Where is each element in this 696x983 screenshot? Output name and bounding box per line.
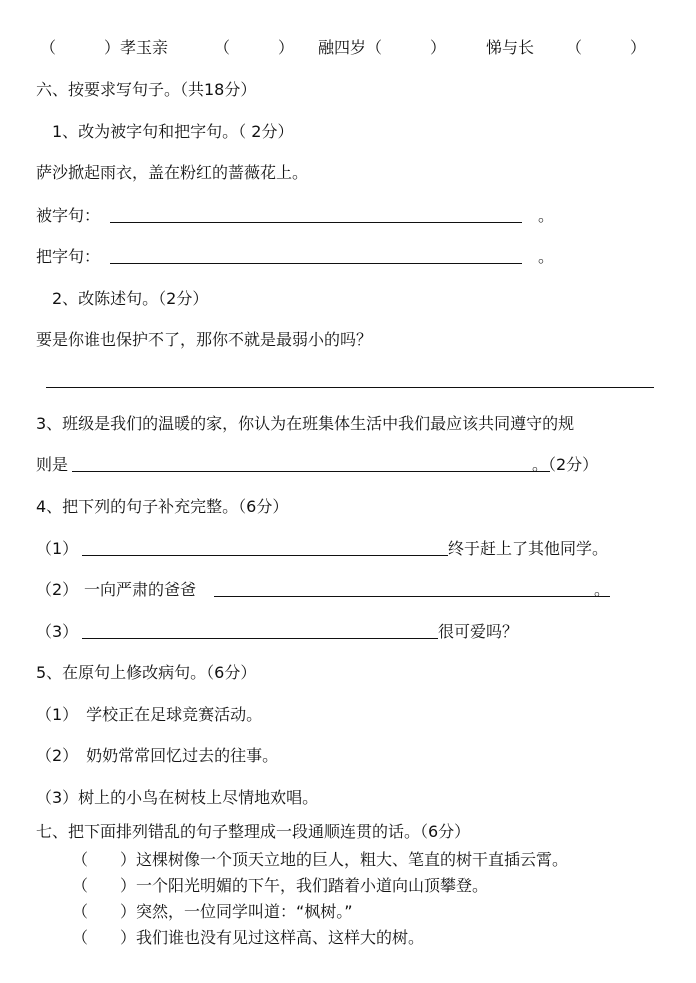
section7-item-4: （ ）我们谁也没有见过这样高、这样大的树。 xyxy=(72,928,425,947)
q3-line1: 3、班级是我们的温暖的家，你认为在班集体生活中我们最应该共同遵守的规 xyxy=(36,414,575,433)
q4-a-end: 终于赶上了其他同学。 xyxy=(448,539,609,558)
q5-a: （1） 学校正在足球竞赛活动。 xyxy=(36,705,263,724)
ba-answer-line[interactable] xyxy=(110,263,522,264)
section7-item-3: （ ）突然，一位同学叫道：“枫树。” xyxy=(72,902,353,921)
ba-label: 把字句： xyxy=(36,247,101,266)
bei-label: 被字句： xyxy=(36,206,101,225)
q4-c-answer-line[interactable] xyxy=(82,638,438,639)
section7-item-2: （ ）一个阳光明媚的下午，我们踏着小道向山顶攀登。 xyxy=(72,876,489,895)
q5-c: （3）树上的小鸟在树枝上尽情地欢唱。 xyxy=(36,788,319,807)
q2-sentence: 要是你谁也保护不了，那你不就是最弱小的吗？ xyxy=(36,330,373,349)
ba-period: 。 xyxy=(538,247,555,266)
section6-title: 六、按要求写句子。（共18分） xyxy=(36,80,257,99)
q4-b-number: （2） xyxy=(36,580,79,599)
q1-sentence: 萨沙掀起雨衣，盖在粉红的蔷薇花上。 xyxy=(36,163,309,182)
q4-b-start: 一向严肃的爸爸 xyxy=(84,580,197,599)
top-row-item-5: （ ） xyxy=(566,38,647,57)
bei-answer-line[interactable] xyxy=(110,222,522,223)
top-row-item-3: 融四岁（ ） xyxy=(318,38,447,57)
top-row-item-4: 悌与长 xyxy=(486,38,535,57)
q4-prompt: 4、把下列的句子补充完整。（6分） xyxy=(36,497,289,516)
q2-prompt: 2、改陈述句。（2分） xyxy=(52,289,209,308)
q3-line2-end: 。（2分） xyxy=(532,455,599,474)
section7-title: 七、把下面排列错乱的句子整理成一段通顺连贯的话。（6分） xyxy=(36,822,471,841)
q4-c-number: （3） xyxy=(36,622,79,641)
q4-c-end: 很可爱吗？ xyxy=(438,622,519,641)
q5-prompt: 5、在原句上修改病句。（6分） xyxy=(36,663,257,682)
q4-a-number: （1） xyxy=(36,539,79,558)
q3-line2-start: 则是 xyxy=(36,455,69,474)
q5-b: （2） 奶奶常常回忆过去的往事。 xyxy=(36,746,279,765)
q4-b-end: 。 xyxy=(594,580,611,599)
q1-prompt: 1、改为被字句和把字句。（ 2分） xyxy=(52,122,294,141)
q3-answer-line[interactable] xyxy=(72,471,550,472)
q2-answer-line[interactable] xyxy=(46,387,654,388)
bei-period: 。 xyxy=(538,206,555,225)
section7-item-1: （ ）这棵树像一个顶天立地的巨人，粗大、笔直的树干直插云霄。 xyxy=(72,850,569,869)
q4-a-answer-line[interactable] xyxy=(82,555,448,556)
top-row-item-2: （ ） xyxy=(214,38,295,57)
top-row-item-1: （ ）孝玉亲 xyxy=(40,38,169,57)
q4-b-answer-line[interactable] xyxy=(214,596,610,597)
